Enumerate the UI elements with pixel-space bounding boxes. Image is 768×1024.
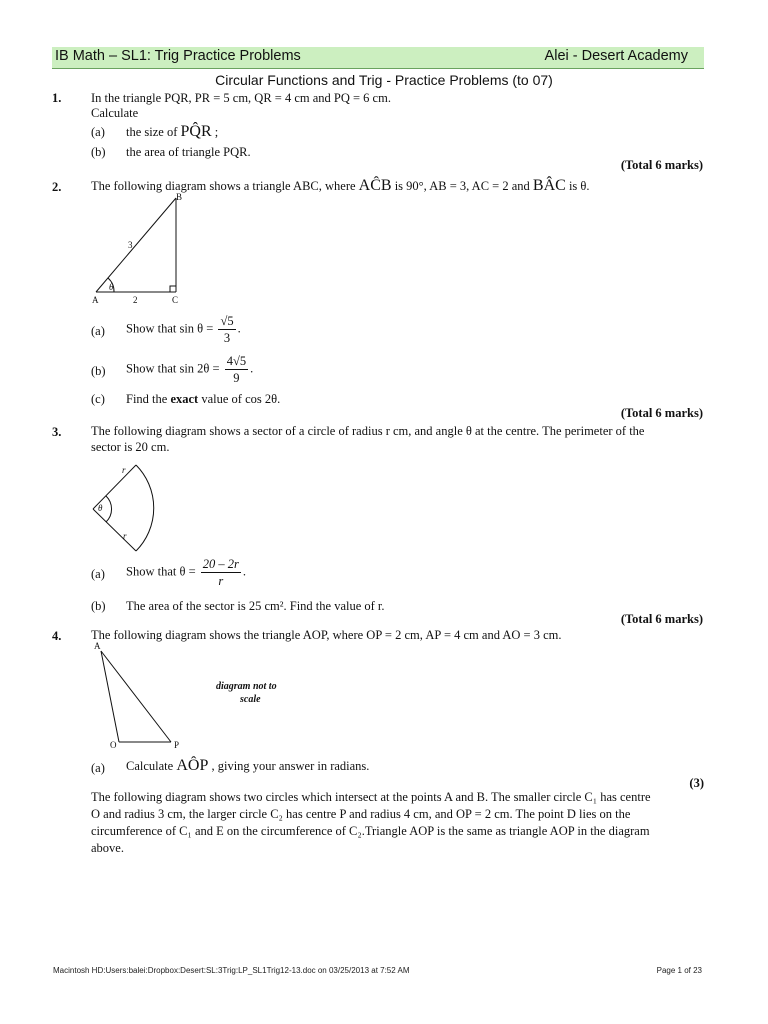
q2-total-marks: (Total 6 marks) [620,406,703,420]
q1a-label: (a) [91,125,105,139]
q4-label-p: P [174,740,180,750]
sector-theta-arc [106,496,112,522]
q3b-label: (b) [91,599,106,613]
q1a-text-main: the size of [126,125,178,139]
q3-number: 3. [52,425,62,439]
q1a-end: ; [214,125,219,139]
q4-number: 4. [52,629,62,643]
q2-label-a: A [92,295,99,305]
q2-angle-bac: BÂC [532,177,566,194]
q3a-text-main: Show that θ = [126,564,196,579]
q3a-numerator: 20 – 2r [202,557,239,571]
q4-label-o: O [110,740,117,750]
q4-diagram-note-line1: diagram not to [216,681,277,692]
q2-label-theta: θ [109,282,114,292]
q2-label-b: B [176,192,183,202]
q2-label-side-ab: 3 [128,240,133,250]
q4a-text [126,758,369,774]
q2a-denominator: 3 [223,331,231,345]
header-course-title: IB Math – SL1: Trig Practice Problems [55,48,301,64]
side-ap-line [101,651,171,742]
q2a-fraction [218,313,235,346]
q2-label-side-ac: 2 [133,295,138,305]
q2a-label: (a) [91,324,105,338]
q2c-text [126,391,280,407]
q2b-fraction [225,353,248,386]
q3-label-r-top: r [122,465,126,475]
sector-radius-bottom [93,509,136,551]
q4a-label: (a) [91,761,105,775]
q2c-label: (c) [91,392,105,406]
q1b-text: the area of triangle PQR. [126,145,251,159]
q3a-text: Show that θ = $\frac{20 - 2r}{r}$ . [126,557,247,588]
q1-total-marks: (Total 6 marks) [620,158,703,172]
footer-page-number: Page 1 of 23 [656,966,702,975]
q4a-post: , giving your answer in radians. [211,759,370,773]
q4a-pre: Calculate [126,759,174,773]
q2-stem-part1: The following diagram shows a triangle ABC, where [91,179,356,193]
q2-number: 2. [52,180,62,194]
header-school: Alei - Desert Academy [544,48,688,64]
q2-label-c: C [172,295,179,305]
q2b-denominator: 9 [233,371,240,385]
q2c-post: value of cos 2θ. [201,392,281,406]
side-ao-line [101,651,119,742]
q3b-text: The area of the sector is 25 cm². Find the value of r. [126,599,385,613]
side-ab-line [96,198,176,292]
q3-stem-line1: The following diagram shows a sector of a circle of radius r cm, and angle θ at the centre. The perimeter of the [91,424,645,438]
document-title: Circular Functions and Trig - Practice Problems (to 07) [215,72,553,88]
q3a-label: (a) [91,567,105,581]
q2b-text-main: Show that sin 2θ = [126,361,220,376]
q1-stem: In the triangle PQR, PR = 5 cm, QR = 4 cm and PQ = 6 cm. [91,91,391,105]
q4a-marks: (3) [689,776,704,790]
q1-number: 1. [52,91,62,105]
q2-stem-part3: is θ. [568,179,590,193]
q2a-numerator: √5 [220,314,234,328]
q2-angle-acb: AĈB [358,177,392,194]
footer-file-path: Macintosh HD:Users:balei:Dropbox:Desert:SL:3Trig:LP_SL1Trig12-13.doc on 03/25/2013 at 7:52 AM [53,966,410,975]
right-angle-marker [170,286,176,292]
q2a-text-main: Show that sin θ = [126,321,214,336]
q4-stem: The following diagram shows the triangle AOP, where OP = 2 cm, AP = 4 cm and AO = 3 cm. [91,628,562,642]
q2b-numerator: 4√5 [226,354,247,368]
q4-label-a: A [94,641,101,651]
q4-para-line1: The following diagram shows two circles which intersect at the points A and B. The smaller circle C₁ has centre [91,790,651,804]
q4-diagram-note-line2: scale [240,694,261,705]
sector-arc [136,465,154,551]
q1-calculate: Calculate [91,106,139,120]
q4a-angle: AÔP [176,757,209,774]
q2b-label: (b) [91,364,106,378]
q2c-pre: Find the [126,392,168,406]
q1a-text [126,124,218,140]
q4-para-line2: O and radius 3 cm, the larger circle C₂ has centre P and radius 4 cm, and OP = 2 cm. The point D lies on the [91,807,631,821]
q1b-label: (b) [91,145,106,159]
q2c-bold: exact [170,392,199,406]
q3a-denominator: r [218,574,224,588]
q3-total-marks: (Total 6 marks) [620,612,703,626]
q2a-text: Show that sin θ = $\frac{√5}{3}$ . [126,314,241,345]
q4-para-line4: above. [91,841,124,855]
q3-label-theta: θ [98,503,103,513]
q2-triangle-diagram [88,192,198,310]
q2-stem-part2: is 90°, AB = 3, AC = 2 and [394,179,530,193]
q3-stem-line2: sector is 20 cm. [91,440,170,454]
q4-para-line3: circumference of C₁ and E on the circumference of C₂.Triangle AOP is the same as triangle AOP in the diagram [91,824,650,838]
q2b-text: Show that sin 2θ = $\frac{4√5}{9}$ . [126,354,254,385]
q3a-fraction [201,556,241,589]
page-header [52,47,704,69]
q3-label-r-bottom: r [123,531,127,541]
q1a-angle: PQ̂R [180,123,212,140]
